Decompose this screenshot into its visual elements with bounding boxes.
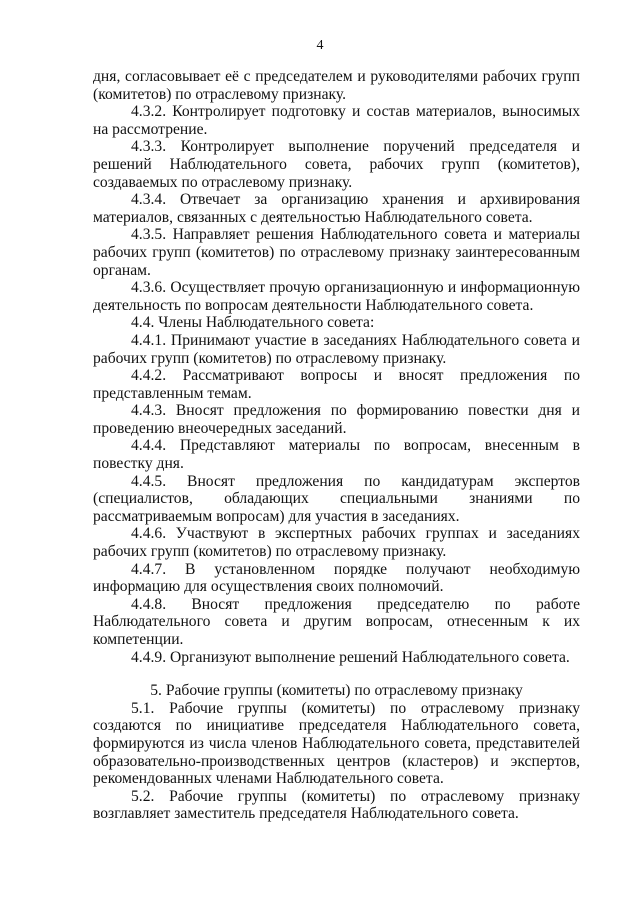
paragraph-5-2: 5.2. Рабочие группы (комитеты) по отраслевому признаку возглавляет заместитель председателя Наблюдательного совета.	[93, 787, 580, 823]
paragraph-4-4-1: 4.4.1. Принимают участие в заседаниях Наблюдательного совета и рабочих групп (комитетов) по отраслевому признаку.	[93, 331, 580, 367]
paragraph-4-3-5: 4.3.5. Направляет решения Наблюдательного совета и материалы рабочих групп (комитетов) по отраслевому признаку заинтересованным органам.	[93, 226, 580, 279]
section-heading: 5. Рабочие группы (комитеты) по отраслевому признаку	[150, 682, 523, 700]
paragraph-4-4-2: 4.4.2. Рассматривают вопросы и вносят предложения по представленным темам.	[93, 367, 580, 402]
paragraph-4-3-6: 4.3.6. Осуществляет прочую организационную и информационную деятельность по вопросам деятельности Наблюдательного совета.	[93, 279, 580, 314]
document-body	[93, 68, 580, 823]
paragraph-4-4-9: 4.4.9. Организуют выполнение решений Наблюдательного совета.	[131, 648, 570, 666]
paragraph-4-4-6: 4.4.6. Участвуют в экспертных рабочих группах и заседаниях рабочих групп (комитетов) по отраслевому признаку.	[93, 525, 580, 561]
paragraph-4-4-8: 4.4.8. Вносят предложения председателю по работе Наблюдательного совета и другим вопросам, отнесенным к их компетенции.	[93, 595, 580, 648]
paragraph-4-4: 4.4. Члены Наблюдательного совета:	[131, 314, 375, 332]
paragraph-4-3-3: 4.3.3. Контролирует выполнение поручений председателя и решений Наблюдательного совета, рабочих групп (комитетов), создаваемых по отраслевому признаку.	[93, 138, 580, 191]
paragraph-4-4-4: 4.4.4. Представляют материалы по вопросам, внесенным в повестку дня.	[93, 437, 580, 473]
paragraph-continuation: дня, согласовывает её с председателем и руководителями рабочих групп (комитетов) по отраслевому признаку.	[93, 68, 580, 103]
paragraph-5-1: 5.1. Рабочие группы (комитеты) по отраслевому признаку создаются по инициативе председателя Наблюдательного совета, формируются из числа членов Наблюдательного совета, представителей образовательно-производственных центров (кластеров) и экспертов, рекомендованных членами Наблюдательного совета.	[93, 699, 580, 788]
page-number: 4	[316, 38, 324, 53]
paragraph-4-4-7: 4.4.7. В установленном порядке получают необходимую информацию для осуществления своих полномочий.	[93, 560, 580, 596]
paragraph-4-3-4: 4.3.4. Отвечает за организацию хранения и архивирования материалов, связанных с деятельностью Наблюдательного совета.	[93, 191, 580, 226]
paragraph-4-4-3: 4.4.3. Вносят предложения по формированию повестки дня и проведению внеочередных заседаний.	[93, 402, 580, 437]
paragraph-4-3-2: 4.3.2. Контролирует подготовку и состав материалов, выносимых на рассмотрение.	[93, 103, 580, 138]
paragraph-4-4-5: 4.4.5. Вносят предложения по кандидатурам экспертов (специалистов, обладающих специальными знаниями по рассматриваемым вопросам) для участия в заседаниях.	[93, 472, 580, 525]
